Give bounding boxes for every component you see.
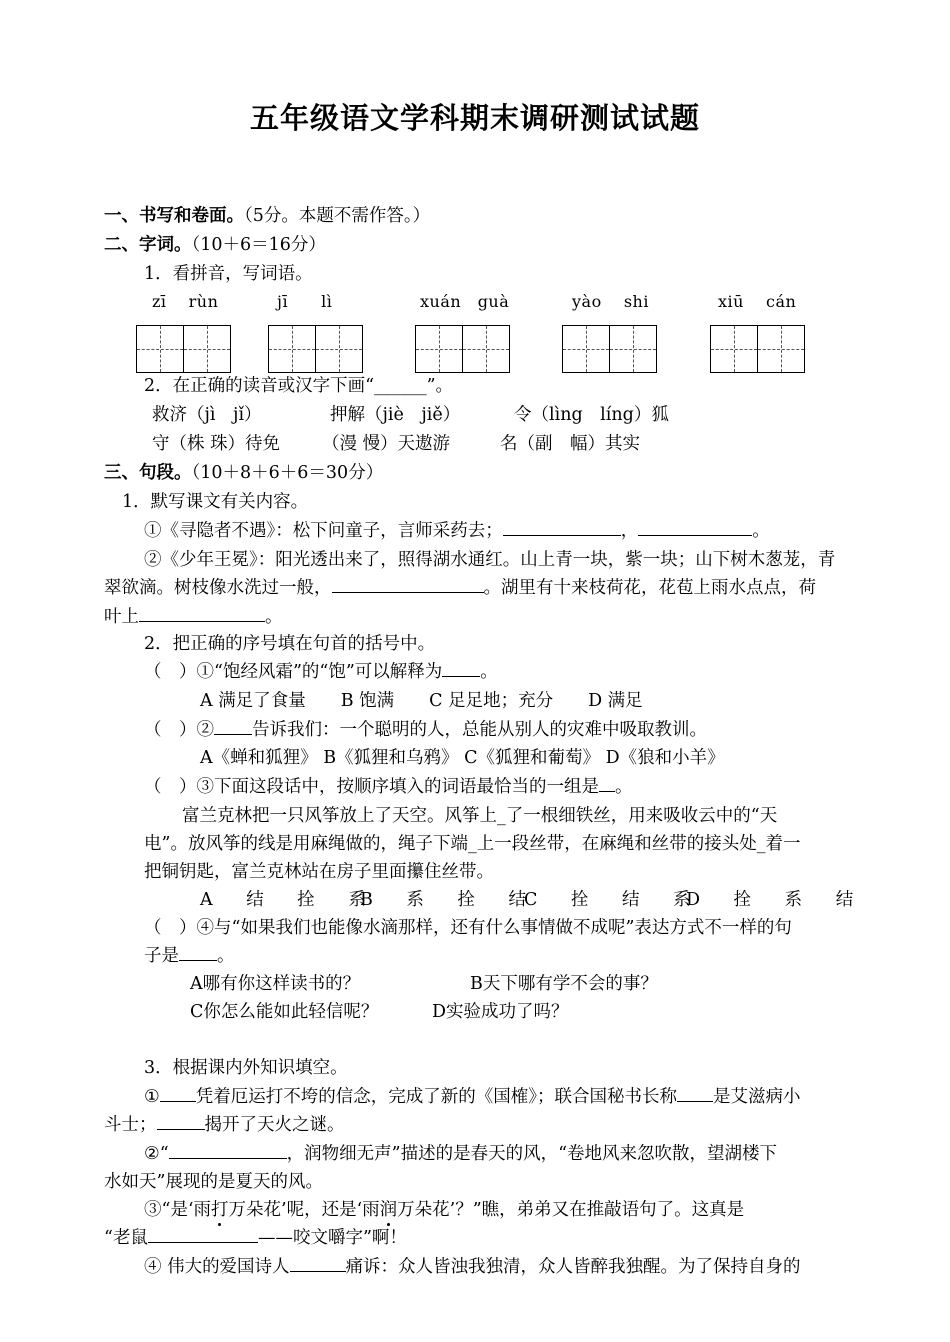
question-3-1: 1．默写课文有关内容。	[122, 492, 309, 512]
q32-item4-option-d: D实验成功了吗？	[432, 1002, 569, 1022]
q32-item3-passage-2: 电”。放风筝的线是用麻绳做的，绳子下端_上一段丝带，在麻绳和丝带的接头处_着一	[144, 834, 801, 854]
q22-row2-b: （漫 慢）天遨游	[322, 434, 451, 454]
q32-item4-option-a: A哪有你这样读书的？	[190, 974, 361, 994]
q32-item3-passage-3: 把铜钥匙，富兰克林站在房子里面攥住丝带。	[144, 862, 494, 882]
blank[interactable]	[332, 576, 484, 593]
q31-line2: ②《少年王冕》：阳光透出来了，照得湖水通红。山上青一块，紫一块；山下树木葱茏，青	[144, 550, 836, 570]
q32-item1-options: A 满足了食量 B 饱满 C 足足地；充分 D 满足	[200, 691, 643, 711]
section-1-heading: 一、书写和卷面。	[104, 206, 244, 226]
blank[interactable]	[638, 519, 752, 536]
blank[interactable]	[157, 1113, 205, 1130]
writing-grid-3[interactable]	[415, 325, 508, 373]
q22-row1-a: 救济（jì jǐ）	[152, 405, 262, 425]
blank[interactable]	[139, 605, 265, 622]
answer-bracket[interactable]: （ ）	[144, 662, 197, 682]
section-1	[104, 204, 430, 228]
q22-row1-c: 令（lìng líng）狐	[514, 405, 669, 425]
writing-grid-1[interactable]	[136, 325, 229, 373]
blank[interactable]	[169, 1142, 287, 1159]
q22-row1-b: 押解（jiè jiě）	[330, 405, 461, 425]
writing-grid-5[interactable]	[710, 325, 803, 373]
q32-item2-options: A《蝉和狐狸》 B《狐狸和乌鸦》 C《狐狸和葡萄》 D《狼和小羊》	[200, 748, 725, 768]
pinyin-5: xiū cán	[718, 292, 797, 311]
q32-item4-line2: 子是 。	[144, 946, 235, 966]
q32-item4-option-b: B天下哪有学不会的事？	[470, 974, 658, 994]
page-title: 五年级语文学科期末调研测试试题	[249, 101, 700, 135]
pinyin-4: yào shi	[572, 292, 649, 311]
pinyin-3: xuán guà	[420, 292, 510, 311]
blank[interactable]	[160, 1085, 196, 1102]
q32-item1: （ ）①“饱经风霜”的“饱”可以解释为 。	[144, 662, 498, 682]
q32-item3-option-b: B 系 拴 结	[360, 890, 541, 910]
section-1-note: （5分。本题不需作答。）	[244, 206, 431, 226]
q31-line4: 叶上 。	[104, 607, 283, 627]
q32-item3-option-c: C 拴 结 系	[524, 890, 705, 910]
q33-item4-line1: ④ 伟大的爱国诗人 痛诉：众人皆浊我独清，众人皆醉我独醒。为了保持自身的	[144, 1257, 801, 1277]
q33-item1-line2: 斗士； 揭开了天火之谜。	[104, 1115, 345, 1135]
q32-item3-option-a: A 结 拴 系	[200, 890, 380, 910]
q22-row2-a: 守（株 珠）待免	[152, 434, 281, 454]
q32-item3: （ ）③下面这段话中，按顺序填入的词语最恰当的一组是 。	[144, 777, 633, 797]
blank[interactable]	[290, 1255, 346, 1272]
blank[interactable]	[677, 1085, 713, 1102]
pinyin-2: jī lì	[277, 292, 333, 311]
q33-item3-line2: “老鼠 ——咬文嚼字”啊！	[104, 1228, 407, 1248]
pinyin-1: zī rùn	[152, 292, 219, 311]
section-2-note: （10＋6＝16分）	[191, 235, 326, 255]
writing-grid-2[interactable]	[268, 325, 361, 373]
section-3-heading: 三、句段。	[104, 463, 192, 483]
blank[interactable]	[442, 660, 480, 677]
q33-item2-line2: 水如天”展现的是夏天的风。	[104, 1172, 323, 1192]
q32-item4-option-c: C你怎么能如此轻信呢？	[190, 1002, 379, 1022]
section-2-heading: 二、字词。	[104, 235, 192, 255]
q31-line3: 翠欲滴。树枝像水洗过一般， 。湖里有十来枝荷花，花苞上雨水点点，荷	[104, 578, 816, 598]
q32-item2: （ ）② 告诉我们：一个聪明的人，总能从别人的灾难中吸取教训。	[144, 720, 707, 740]
q33-item3-line1: ③“是‘雨打万朵花’呢，还是‘雨润万朵花’？”瞧，弟弟又在推敲语句了。这真是	[144, 1200, 745, 1220]
section-3	[104, 461, 383, 485]
question-2-2: 2．在正确的读音或汉字下画“______”。	[144, 376, 454, 396]
question-3-2: 2．把正确的序号填在句首的括号中。	[144, 634, 436, 654]
question-2-1: 1．看拼音，写词语。	[144, 264, 313, 284]
q33-item2-line1: ②“ ，润物细无声”描述的是春天的风，“卷地风来忽吹散，望湖楼下	[144, 1144, 778, 1164]
blank[interactable]	[148, 1226, 258, 1243]
q32-item3-passage-1: 富兰克林把一只风筝放上了天空。风筝上_了一根细铁丝，用来吸收云中的“天	[182, 806, 778, 826]
q31-line1: ①《寻隐者不遇》：松下问童子，言师采药去； ， 。	[144, 521, 770, 541]
blank[interactable]	[214, 718, 252, 735]
question-3-3: 3．根据课内外知识填空。	[144, 1058, 348, 1078]
q22-row2-c: 名（副 幅）其实	[500, 434, 640, 454]
writing-grid-4[interactable]	[562, 325, 655, 373]
q32-item3-option-d: D 拴 系 结	[686, 890, 868, 910]
section-2	[104, 233, 326, 257]
q33-item1-line1: ① 凭着厄运打不垮的信念，完成了新的《国榷》；联合国秘书长称 是艾滋病小	[144, 1087, 801, 1107]
blank[interactable]	[179, 944, 217, 961]
q32-item4-line1: （ ）④与“如果我们也能像水滴那样，还有什么事情做不成呢”表达方式不一样的句	[144, 918, 792, 938]
answer-bracket[interactable]: （ ）	[144, 720, 197, 740]
blank[interactable]	[503, 519, 621, 536]
blank[interactable]	[599, 775, 615, 792]
answer-bracket[interactable]: （ ）	[144, 777, 197, 797]
section-3-note: （10＋8＋6＋6＝30分）	[191, 463, 384, 483]
